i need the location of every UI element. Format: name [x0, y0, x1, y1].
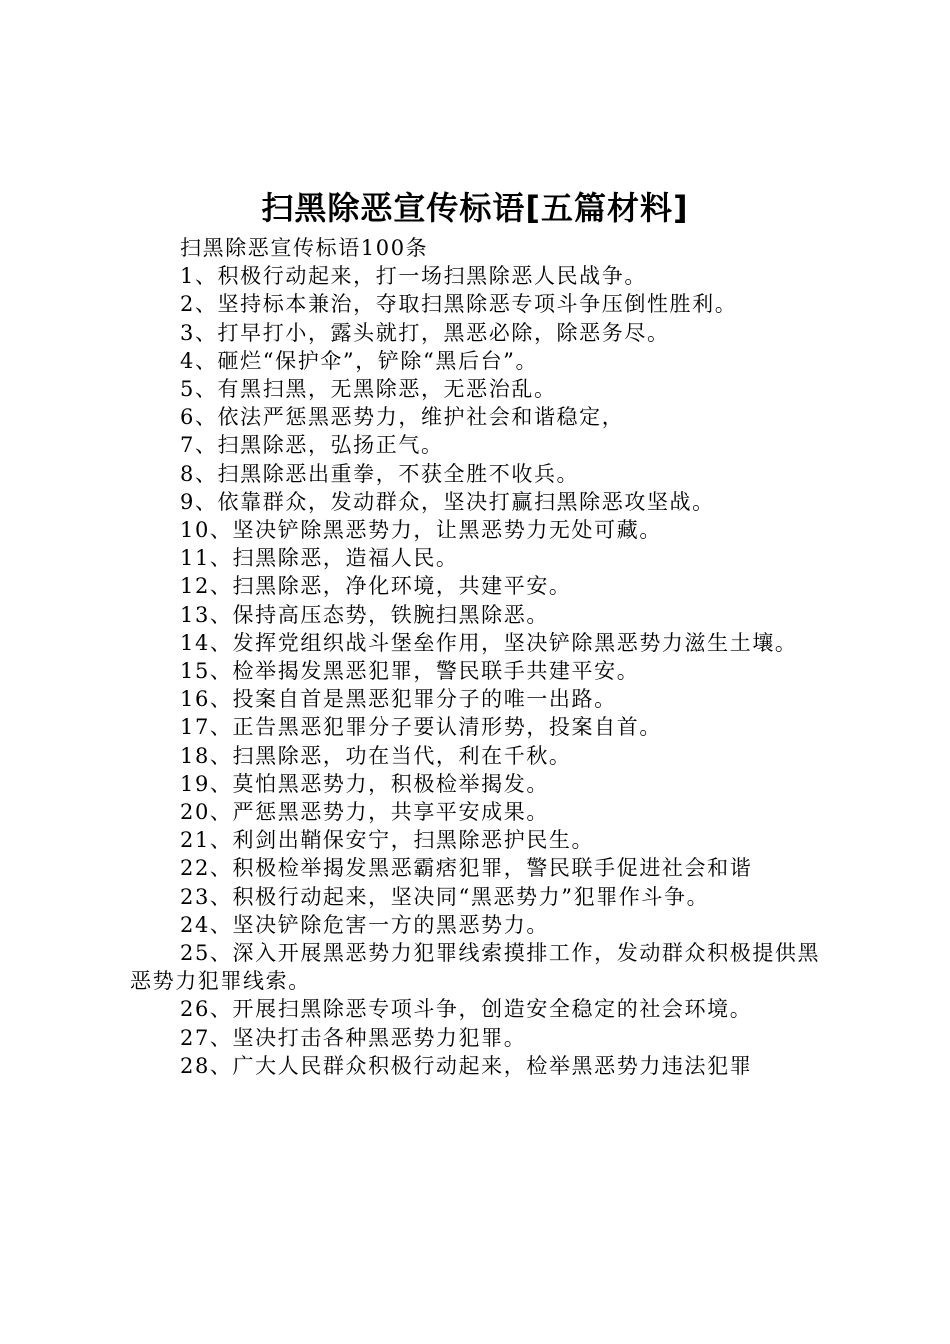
slogan-item: 28、广大人民群众积极行动起来，检举黑恶势力违法犯罪 — [180, 1053, 753, 1078]
slogan-item: 12、扫黑除恶，净化环境，共建平安。 — [180, 574, 572, 599]
slogan-item: 9、依靠群众，发动群众，坚决打赢扫黑除恶攻坚战。 — [180, 489, 715, 514]
slogan-item: 19、莫怕黑恶势力，积极检举揭发。 — [180, 771, 549, 796]
slogan-item: 7、扫黑除恶，弘扬正气。 — [180, 433, 444, 458]
slogan-item: 17、正告黑恶犯罪分子要认清形势，投案自首。 — [180, 715, 662, 740]
slogan-item: 18、扫黑除恶，功在当代，利在千秋。 — [180, 743, 572, 768]
slogan-item: 5、有黑扫黑，无黑除恶，无恶治乱。 — [180, 377, 557, 402]
slogan-item: 16、投案自首是黑恶犯罪分子的唯一出路。 — [180, 687, 617, 712]
document-subtitle: 扫黑除恶宣传标语100条 — [180, 236, 429, 260]
slogan-item: 26、开展扫黑除恶专项斗争，创造安全稳定的社会环境。 — [180, 997, 753, 1022]
slogan-item: 6、依法严惩黑恶势力，维护社会和谐稳定， — [180, 405, 625, 430]
slogan-item: 2、坚持标本兼治，夺取扫黑除恶专项斗争压倒性胜利。 — [180, 292, 738, 317]
slogan-item: 15、检举揭发黑恶犯罪，警民联手共建平安。 — [180, 659, 640, 684]
slogan-item: 14、发挥党组织战斗堡垒作用，坚决铲除黑恶势力滋生土壤。 — [180, 630, 798, 655]
slogan-item: 21、利剑出鞘保安宁，扫黑除恶护民生。 — [180, 828, 595, 853]
slogan-item: 22、积极检举揭发黑恶霸痞犯罪，警民联手促进社会和谐 — [180, 856, 753, 881]
slogan-item: 10、坚决铲除黑恶势力，让黑恶势力无处可藏。 — [180, 518, 662, 543]
slogan-item: 11、扫黑除恶，造福人民。 — [180, 546, 459, 571]
document-title: 扫黑除恶宣传标语[五篇材料] — [261, 189, 689, 227]
document-body — [130, 234, 840, 1080]
slogan-item: 1、积极行动起来，打一场扫黑除恶人民战争。 — [180, 264, 647, 289]
slogan-item: 23、积极行动起来，坚决同“黑恶势力”犯罪作斗争。 — [180, 884, 710, 909]
slogan-item: 3、打早打小，露头就打，黑恶必除，除恶务尽。 — [180, 320, 670, 345]
slogan-item: 4、砸烂“保护伞”，铲除“黑后台”。 — [180, 348, 539, 373]
slogan-item: 20、严惩黑恶势力，共享平安成果。 — [180, 800, 549, 825]
slogan-item: 13、保持高压态势，铁腕扫黑除恶。 — [180, 602, 549, 627]
slogan-item: 24、坚决铲除危害一方的黑恶势力。 — [180, 912, 549, 937]
slogan-item: 25、深入开展黑恶势力犯罪线索摸排工作，发动群众积极提供黑恶势力犯罪线索。 — [130, 941, 821, 994]
slogan-item: 27、坚决打击各种黑恶势力犯罪。 — [180, 1025, 527, 1050]
slogan-item: 8、扫黑除恶出重拳，不获全胜不收兵。 — [180, 461, 580, 486]
